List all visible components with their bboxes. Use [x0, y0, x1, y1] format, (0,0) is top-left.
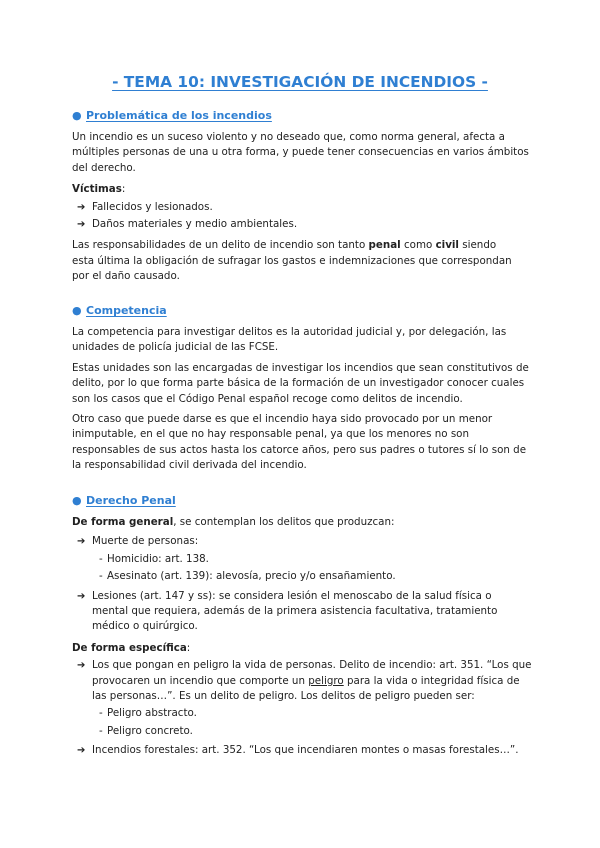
section-heading-text: Problemática de los incendios [86, 109, 272, 122]
paragraph: La competencia para investigar delitos es la autoridad judicial y, por delegación, las unidades de policía judicial de las FCSE. [72, 326, 507, 354]
arrow-icon: ➔ [77, 745, 86, 757]
bullet-icon: ● [72, 304, 82, 317]
victimas-label: Víctimas: [72, 183, 126, 196]
list-item: ➔ Lesiones (art. 147 y ss): se considera lesión el menoscabo de la salud física o mental que requiera, además de la primera asistencia facultativa, tratamiento médico o quirúrgico. [77, 589, 498, 633]
dash-icon: - [99, 724, 103, 737]
section-derecho-penal [72, 515, 532, 759]
general-label: De forma general, se contemplan los delitos que produzcan: [72, 516, 395, 528]
arrow-icon: ➔ [77, 201, 86, 213]
sub-list-item: - Homicidio: art. 138. [72, 552, 532, 567]
page-title [0, 72, 600, 92]
especifica-label: De forma específica: [72, 641, 191, 654]
section-heading-competencia [72, 303, 167, 319]
dash-icon: - [99, 570, 103, 583]
list-item: ➔ Incendios forestales: art. 352. “Los que incendiaren montes o masas forestales…”. [72, 743, 532, 758]
paragraph: Las responsabilidades de un delito de incendio son tanto penal como civil siendo esta última la obligación de sufragar los gastos e indemnizaciones que correspondan por el daño causado. [72, 239, 512, 283]
bullet-icon: ● [72, 494, 82, 507]
list-item: ➔ Daños materiales y medio ambientales. [72, 217, 532, 232]
section-heading-derecho-penal [72, 493, 176, 509]
sub-list-item: - Asesinato (art. 139): alevosía, precio y/o ensañamiento. [72, 569, 532, 584]
section-heading-text: Competencia [86, 304, 167, 317]
bullet-icon: ● [72, 109, 82, 122]
paragraph: Un incendio es un suceso violento y no deseado que, como norma general, afecta a múltiples personas de una u otra forma, y puede tener consecuencias en varios ámbitos del derecho. [72, 131, 529, 174]
section-heading-text: Derecho Penal [86, 494, 176, 507]
section-problematica [72, 130, 532, 285]
list-item: ➔ Los que pongan en peligro la vida de personas. Delito de incendio: art. 351. “Los que provocaren un incendio que comporte un peligro para la vida o integridad física de las personas…”. Es un delito de peligro. Los delitos de peligro pueden ser: [77, 659, 532, 703]
arrow-icon: ➔ [77, 590, 86, 602]
dash-icon: - [99, 707, 103, 720]
paragraph: Estas unidades son las encargadas de investigar los incendios que sean constitutivos de delito, por lo que forma parte básica de la formación de un investigador conocer cuales son los casos que el Código Penal español recoge como delitos de incendio. [72, 361, 529, 405]
paragraph: Otro caso que puede darse es que el incendio haya sido provocado por un menor inimputable, en el que no hay responsable penal, ya que los menores no son responsables de sus actos hasta los catorce años, pero sus padres o tutores sí lo son de la responsabilidad civil derivada del incendio. [72, 413, 527, 472]
sub-list-item: - Peligro concreto. [72, 724, 532, 739]
arrow-icon: ➔ [77, 660, 86, 672]
page-title-text: - TEMA 10: INVESTIGACIÓN DE INCENDIOS - [112, 73, 488, 91]
arrow-icon: ➔ [77, 219, 86, 231]
arrow-icon: ➔ [77, 536, 86, 548]
list-item: ➔ Muerte de personas: [72, 534, 532, 549]
list-item: ➔ Fallecidos y lesionados. [72, 200, 532, 215]
dash-icon: - [99, 552, 103, 565]
sub-list-item: - Peligro abstracto. [72, 706, 532, 721]
section-competencia [72, 325, 532, 474]
section-heading-problematica [72, 108, 272, 124]
